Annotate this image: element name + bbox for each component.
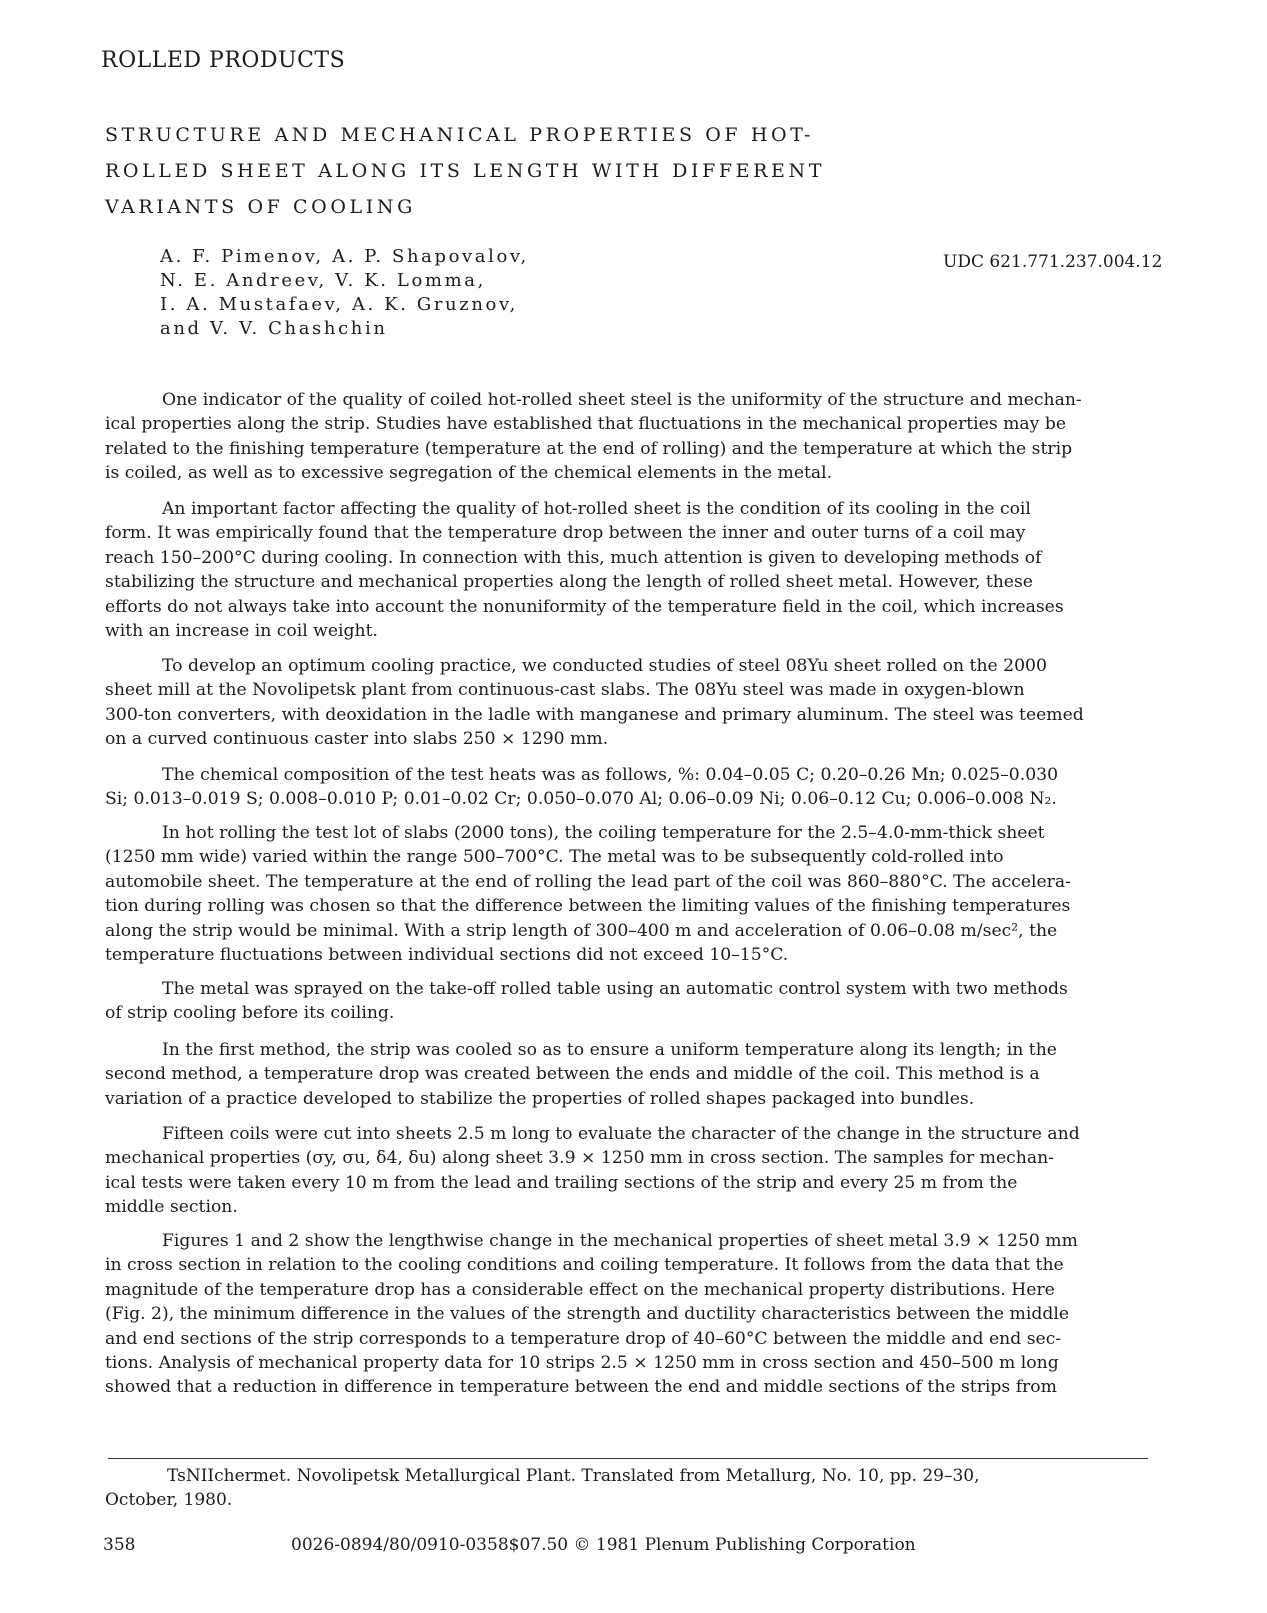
text-line: on a curved continuous caster into slabs 250 × 1290 mm. <box>105 729 609 750</box>
text-line: In the first method, the strip was cooled so as to ensure a uniform temperature along its length; in the <box>162 1040 1057 1060</box>
author-line-4: and V. V. Chashchin <box>160 318 388 339</box>
text-line: tions. Analysis of mechanical property data for 10 strips 2.5 × 1250 mm in cross section and 450–500 m long <box>105 1353 1059 1374</box>
body-paragraph-5 <box>105 821 1185 967</box>
text-line: (Fig. 2), the minimum difference in the values of the strength and ductility characteristics between the middle <box>105 1304 1070 1325</box>
body-paragraph-2 <box>105 497 1185 643</box>
body-paragraph-8 <box>105 1122 1185 1220</box>
text-line: mechanical properties (σy, σu, δ4, δu) along sheet 3.9 × 1250 mm in cross section. The samples for mechan- <box>105 1148 1054 1169</box>
text-line: 300-ton converters, with deoxidation in the ladle with manganese and primary aluminum. The steel was teemed <box>105 704 1084 725</box>
text-line: To develop an optimum cooling practice, we conducted studies of steel 08Yu sheet rolled on the 2000 <box>162 656 1047 676</box>
footnote-divider <box>108 1458 1148 1459</box>
text-line: The chemical composition of the test heats was as follows, %: 0.04–0.05 C; 0.20–0.26 Mn; 0.025–0.030 <box>162 765 1059 785</box>
author-line-1: A. F. Pimenov, A. P. Shapovalov, <box>160 246 529 267</box>
text-line: related to the finishing temperature (temperature at the end of rolling) and the temperature at which the strip <box>105 438 1073 459</box>
author-line-3: I. A. Mustafaev, A. K. Gruznov, <box>160 294 518 315</box>
text-line: second method, a temperature drop was created between the ends and middle of the coil. This method is a <box>105 1064 1040 1085</box>
article-title-line-1: STRUCTURE AND MECHANICAL PROPERTIES OF HOT- <box>105 124 815 146</box>
copyright-line: 0026-0894/80/0910-0358$07.50 © 1981 Plenum Publishing Corporation <box>291 1535 916 1555</box>
footnote-line: October, 1980. <box>105 1490 233 1510</box>
text-line: middle section. <box>105 1197 238 1218</box>
article-title-line-2: ROLLED SHEET ALONG ITS LENGTH WITH DIFFERENT <box>105 160 826 182</box>
text-line: ical properties along the strip. Studies have established that fluctuations in the mechanical properties may be <box>105 414 1067 435</box>
body-paragraph-3 <box>105 654 1185 752</box>
text-line: temperature fluctuations between individual sections did not exceed 10–15°C. <box>105 945 789 966</box>
section-header: ROLLED PRODUCTS <box>101 48 346 73</box>
text-line: form. It was empirically found that the temperature drop between the inner and outer turns of a coil may <box>105 523 1026 544</box>
text-line: magnitude of the temperature drop has a considerable effect on the mechanical property distributions. Here <box>105 1279 1055 1300</box>
text-line: variation of a practice developed to stabilize the properties of rolled shapes packaged into bundles. <box>105 1088 975 1109</box>
body-paragraph-4 <box>105 763 1185 812</box>
body-paragraph-6 <box>105 977 1185 1026</box>
text-line: Figures 1 and 2 show the lengthwise change in the mechanical properties of sheet metal 3.9 × 1250 mm <box>162 1231 1078 1251</box>
footnote <box>105 1464 980 1512</box>
text-line: with an increase in coil weight. <box>105 621 378 642</box>
text-line: The metal was sprayed on the take-off rolled table using an automatic control system with two methods <box>162 979 1068 999</box>
text-line: automobile sheet. The temperature at the end of rolling the lead part of the coil was 860–880°C. The accelera- <box>105 871 1071 892</box>
text-line: showed that a reduction in difference in temperature between the end and middle sections of the strips from <box>105 1377 1057 1398</box>
footnote-line: TsNIIchermet. Novolipetsk Metallurgical Plant. Translated from Metallurg, No. 10, pp. 29–30, <box>167 1466 980 1486</box>
text-line: in cross section in relation to the cooling conditions and coiling temperature. It follows from the data that the <box>105 1255 1064 1276</box>
text-line: Fifteen coils were cut into sheets 2.5 m long to evaluate the character of the change in the structure and <box>162 1124 1080 1144</box>
udc-code: UDC 621.771.237.004.12 <box>943 252 1163 272</box>
text-line: reach 150–200°C during cooling. In connection with this, much attention is given to developing methods of <box>105 547 1042 568</box>
text-line: tion during rolling was chosen so that the difference between the limiting values of the finishing temperatures <box>105 896 1071 917</box>
text-line: efforts do not always take into account the nonuniformity of the temperature field in the coil, which increases <box>105 596 1064 617</box>
text-line: In hot rolling the test lot of slabs (2000 tons), the coiling temperature for the 2.5–4.0-mm-thick sheet <box>162 823 1045 843</box>
page-number: 358 <box>103 1535 136 1555</box>
body-paragraph-1 <box>105 388 1185 486</box>
text-line: One indicator of the quality of coiled hot-rolled sheet steel is the uniformity of the structure and mechan- <box>162 390 1082 410</box>
text-line: Si; 0.013–0.019 S; 0.008–0.010 P; 0.01–0.02 Cr; 0.050–0.070 Al; 0.06–0.09 Ni; 0.06–0.12 Cu; 0.006–0.008 N₂. <box>105 789 1057 810</box>
text-line: along the strip would be minimal. With a strip length of 300–400 m and acceleration of 0.06–0.08 m/sec², the <box>105 920 1058 941</box>
text-line: stabilizing the structure and mechanical properties along the length of rolled sheet metal. However, these <box>105 572 1033 593</box>
text-line: An important factor affecting the quality of hot-rolled sheet is the condition of its cooling in the coil <box>162 499 1031 519</box>
text-line: is coiled, as well as to excessive segregation of the chemical elements in the metal. <box>105 463 833 484</box>
text-line: ical tests were taken every 10 m from the lead and trailing sections of the strip and every 25 m from the <box>105 1172 1018 1193</box>
body-paragraph-9 <box>105 1229 1185 1400</box>
text-line: sheet mill at the Novolipetsk plant from continuous-cast slabs. The 08Yu steel was made in oxygen-blown <box>105 680 1025 701</box>
text-line: of strip cooling before its coiling. <box>105 1003 395 1024</box>
body-paragraph-7 <box>105 1038 1185 1111</box>
author-line-2: N. E. Andreev, V. K. Lomma, <box>160 270 486 291</box>
text-line: (1250 mm wide) varied within the range 500–700°C. The metal was to be subsequently cold-rolled into <box>105 847 1004 868</box>
text-line: and end sections of the strip corresponds to a temperature drop of 40–60°C between the middle and end sec- <box>105 1328 1062 1349</box>
article-title-line-3: VARIANTS OF COOLING <box>105 196 416 218</box>
